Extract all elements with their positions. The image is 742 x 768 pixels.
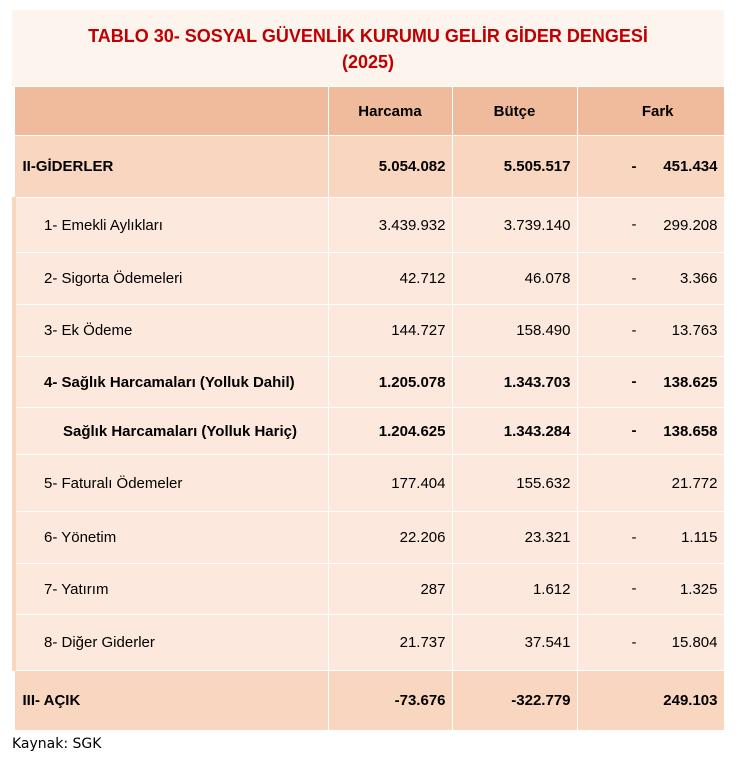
row-butce: 3.739.140 [452, 198, 577, 253]
row-fark-sign: - [631, 580, 637, 598]
table-row [14, 305, 724, 357]
table-row [14, 357, 724, 408]
row-fark-value: 451.434 [663, 158, 718, 175]
header-butce: Bütçe [452, 87, 577, 136]
row-fark-value: 1.325 [679, 580, 718, 598]
row-fark-value: 249.103 [663, 692, 718, 709]
row-fark-value: 299.208 [663, 216, 718, 234]
row-butce: 5.505.517 [452, 136, 577, 198]
row-label: Sağlık Harcamaları (Yolluk Hariç) [14, 408, 328, 455]
row-fark-value: 13.763 [671, 322, 718, 339]
table-row [14, 198, 724, 253]
table-row-giderler [14, 136, 724, 198]
row-label: II-GİDERLER [14, 136, 328, 198]
row-harcama: 22.206 [328, 512, 452, 564]
table-row [14, 564, 724, 615]
row-harcama: 287 [328, 564, 452, 615]
table-row [14, 512, 724, 564]
row-fark-sign: - [631, 633, 637, 651]
row-label: 5- Faturalı Ödemeler [14, 455, 328, 512]
row-harcama: -73.676 [328, 671, 452, 731]
row-fark-sign: - [631, 269, 637, 287]
table-row [14, 615, 724, 671]
row-fark [577, 136, 724, 198]
row-fark [577, 408, 724, 455]
row-label: 3- Ek Ödeme [14, 305, 328, 357]
balance-table [12, 86, 725, 731]
row-butce: 1.343.703 [452, 357, 577, 408]
table-title-line2: (2025) [341, 52, 395, 72]
row-butce: -322.779 [452, 671, 577, 731]
row-harcama: 1.205.078 [328, 357, 452, 408]
row-fark-sign: - [631, 422, 637, 440]
row-fark [577, 564, 724, 615]
row-fark-sign: - [631, 216, 637, 234]
row-label: 8- Diğer Giderler [14, 615, 328, 671]
row-harcama: 177.404 [328, 455, 452, 512]
table-row [14, 253, 724, 305]
row-fark [577, 305, 724, 357]
row-harcama: 1.204.625 [328, 408, 452, 455]
table-title-line1: TABLO 30- SOSYAL GÜVENLİK KURUMU GELİR GİDER DENGESİ [88, 26, 648, 46]
row-fark [577, 253, 724, 305]
row-butce: 1.612 [452, 564, 577, 615]
row-fark-sign: - [631, 528, 637, 546]
row-butce: 23.321 [452, 512, 577, 564]
row-fark-sign: - [631, 321, 637, 339]
table-header-row [14, 87, 724, 136]
row-fark [577, 455, 724, 512]
row-fark-value: 1.115 [681, 529, 718, 546]
row-butce: 158.490 [452, 305, 577, 357]
table-row-acik [14, 671, 724, 731]
row-fark [577, 357, 724, 408]
table-row [14, 408, 724, 455]
row-fark-value: 138.625 [663, 373, 718, 391]
table-title [12, 10, 724, 86]
row-label: 7- Yatırım [14, 564, 328, 615]
row-harcama: 3.439.932 [328, 198, 452, 253]
row-fark-sign: - [631, 157, 637, 175]
row-fark [577, 615, 724, 671]
row-label: III- AÇIK [14, 671, 328, 731]
row-butce: 1.343.284 [452, 408, 577, 455]
row-harcama: 5.054.082 [328, 136, 452, 198]
row-fark-value: 21.772 [671, 474, 718, 492]
row-fark-value: 138.658 [663, 422, 718, 440]
row-harcama: 144.727 [328, 305, 452, 357]
row-label: 4- Sağlık Harcamaları (Yolluk Dahil) [14, 357, 328, 408]
header-harcama: Harcama [328, 87, 452, 136]
row-fark [577, 671, 724, 731]
row-fark-sign: - [631, 373, 637, 391]
row-label: 2- Sigorta Ödemeleri [14, 253, 328, 305]
source-note: Kaynak: SGK [12, 736, 102, 752]
row-harcama: 42.712 [328, 253, 452, 305]
header-label [14, 87, 328, 136]
row-butce: 155.632 [452, 455, 577, 512]
table-row [14, 455, 724, 512]
row-fark-value: 3.366 [679, 270, 718, 287]
row-butce: 46.078 [452, 253, 577, 305]
row-butce: 37.541 [452, 615, 577, 671]
row-label: 6- Yönetim [14, 512, 328, 564]
row-fark [577, 198, 724, 253]
row-harcama: 21.737 [328, 615, 452, 671]
row-label: 1- Emekli Aylıkları [14, 198, 328, 253]
row-fark [577, 512, 724, 564]
header-fark: Fark [577, 87, 724, 136]
row-fark-value: 15.804 [671, 634, 718, 651]
